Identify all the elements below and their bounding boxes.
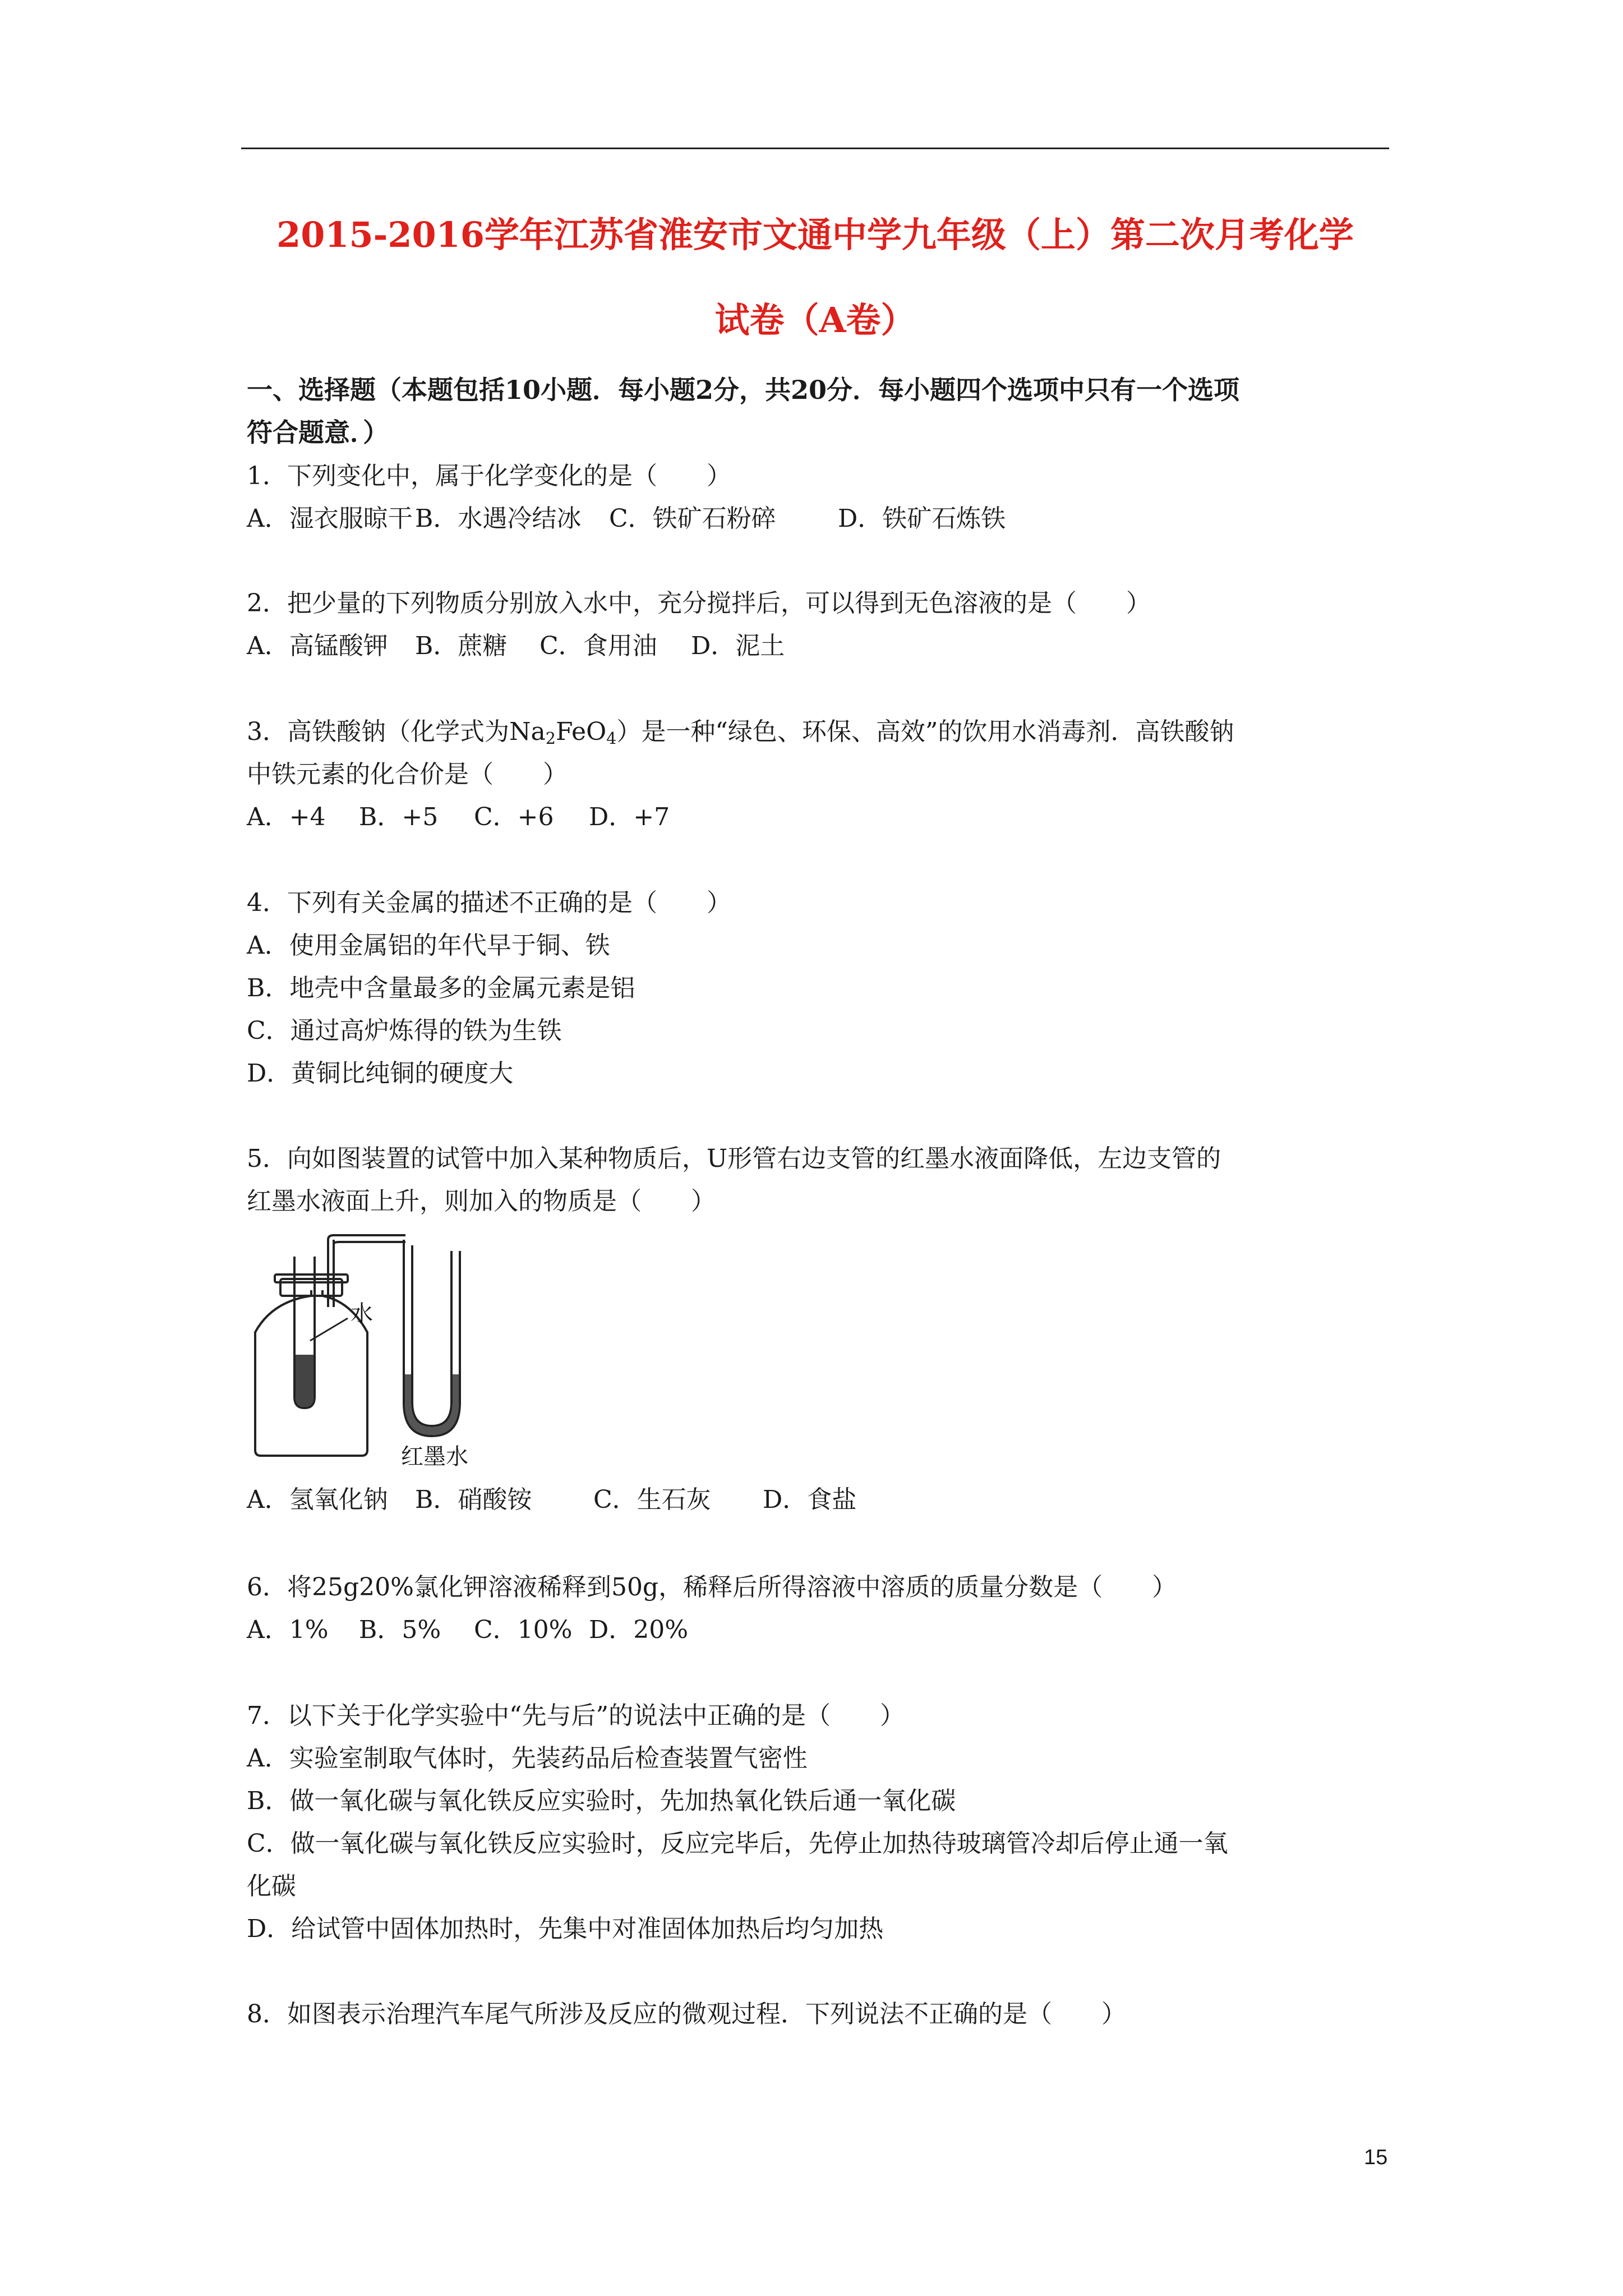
section-heading-line2: 符合题意．） [247, 417, 389, 448]
question-4-option-c: C．通过高炉炼得的铁为生铁 [247, 1016, 562, 1045]
water-pointer [310, 1318, 348, 1341]
option-a: A．1% [247, 1616, 329, 1644]
option-d: D．泥土 [691, 632, 785, 660]
option-d: D．+7 [589, 803, 670, 831]
q3-stem-part2: FeO [555, 717, 607, 746]
question-7-option-d: D．给试管中固体加热时，先集中对准固体加热后均匀加热 [247, 1915, 884, 1943]
page-number: 15 [1364, 2146, 1388, 2169]
question-5-stem-line2: 红墨水液面上升，则加入的物质是（ ） [247, 1187, 716, 1216]
option-d: D．20% [589, 1616, 689, 1644]
option-b: B．硝酸铵 [415, 1485, 532, 1514]
question-6-stem: 6．将25g20%氯化钾溶液稀释到50g，稀释后所得溶液中溶质的质量分数是（ ） [247, 1573, 1177, 1602]
page-title-line1: 2015-2016学年江苏省淮安市文通中学九年级（上）第二次月考化学 [276, 214, 1354, 255]
question-1-stem: 1．下列变化中，属于化学变化的是（ ） [247, 462, 731, 490]
question-5-options [247, 1485, 857, 1514]
option-a: A．+4 [247, 803, 326, 831]
option-c: C．+6 [474, 803, 554, 831]
option-a: A．高锰酸钾 [247, 632, 388, 660]
question-4-option-d: D．黄铜比纯铜的硬度大 [247, 1059, 514, 1088]
question-7-stem: 7．以下关于化学实验中“先与后”的说法中正确的是（ ） [247, 1701, 905, 1730]
question-1-options [247, 504, 1006, 533]
question-4-option-b: B．地壳中含量最多的金属元素是铝 [247, 974, 635, 1002]
option-d: D．食盐 [763, 1485, 857, 1514]
option-c: C．食用油 [540, 632, 657, 660]
question-7-option-a: A．实验室制取气体时，先装药品后检查装置气密性 [247, 1744, 808, 1773]
question-4-option-a: A．使用金属铝的年代早于铜、铁 [247, 931, 610, 960]
q3-subscript-2: 4 [606, 729, 617, 748]
u-tube-inner [412, 1245, 451, 1426]
red-ink-label: 红墨水 [401, 1444, 468, 1470]
header-rule [241, 148, 1389, 149]
option-a: A．氢氧化钠 [247, 1485, 388, 1514]
question-7-option-c-cont: 化碳 [247, 1872, 296, 1901]
option-d: D．铁矿石炼铁 [838, 504, 1006, 533]
question-3-stem [247, 717, 1234, 748]
question-3-options [247, 805, 670, 830]
question-7-option-c: C．做一氧化碳与氧化铁反应实验时，反应完毕后，先停止加热待玻璃管冷却后停止通一氧 [247, 1829, 1228, 1858]
option-c: C．生石灰 [593, 1485, 711, 1514]
page-title-line2: 试卷（A卷） [714, 300, 916, 341]
option-b: B．蔗糖 [415, 632, 508, 660]
test-tube-liquid [296, 1355, 313, 1407]
option-c: C．铁矿石粉碎 [609, 504, 776, 533]
water-label: 水 [351, 1301, 373, 1327]
question-4-stem: 4．下列有关金属的描述不正确的是（ ） [247, 889, 731, 917]
apparatus-figure [250, 1234, 496, 1470]
question-2-options [247, 634, 785, 659]
question-2-stem: 2．把少量的下列物质分别放入水中，充分搅拌后，可以得到无色溶液的是（ ） [247, 589, 1151, 618]
question-6-options [247, 1618, 688, 1642]
question-3-stem-line2: 中铁元素的化合价是（ ） [247, 760, 568, 789]
q3-stem-part1: 3．高铁酸钠（化学式为Na [247, 717, 546, 746]
section-heading-line1: 一、选择题（本题包括10小题．每小题2分，共20分．每小题四个选项中只有一个选项 [247, 375, 1240, 405]
option-c: C．10% [474, 1616, 573, 1644]
option-a: A．湿衣服晾干 [247, 504, 413, 533]
option-b: B．水遇冷结冰 [415, 504, 582, 533]
q3-stem-part3: ）是一种“绿色、环保、高效”的饮用水消毒剂．高铁酸钠 [616, 717, 1234, 746]
option-b: B．5% [359, 1616, 441, 1644]
question-5-stem-line1: 5．向如图装置的试管中加入某种物质后，U形管右边支管的红墨水液面降低，左边支管的 [247, 1144, 1221, 1173]
question-8-stem: 8．如图表示治理汽车尾气所涉及反应的微观过程．下列说法不正确的是（ ） [247, 2000, 1126, 2028]
option-b: B．+5 [359, 803, 439, 831]
question-7-option-b: B．做一氧化碳与氧化铁反应实验时，先加热氧化铁后通一氧化碳 [247, 1787, 956, 1815]
q3-subscript-1: 2 [545, 729, 556, 748]
